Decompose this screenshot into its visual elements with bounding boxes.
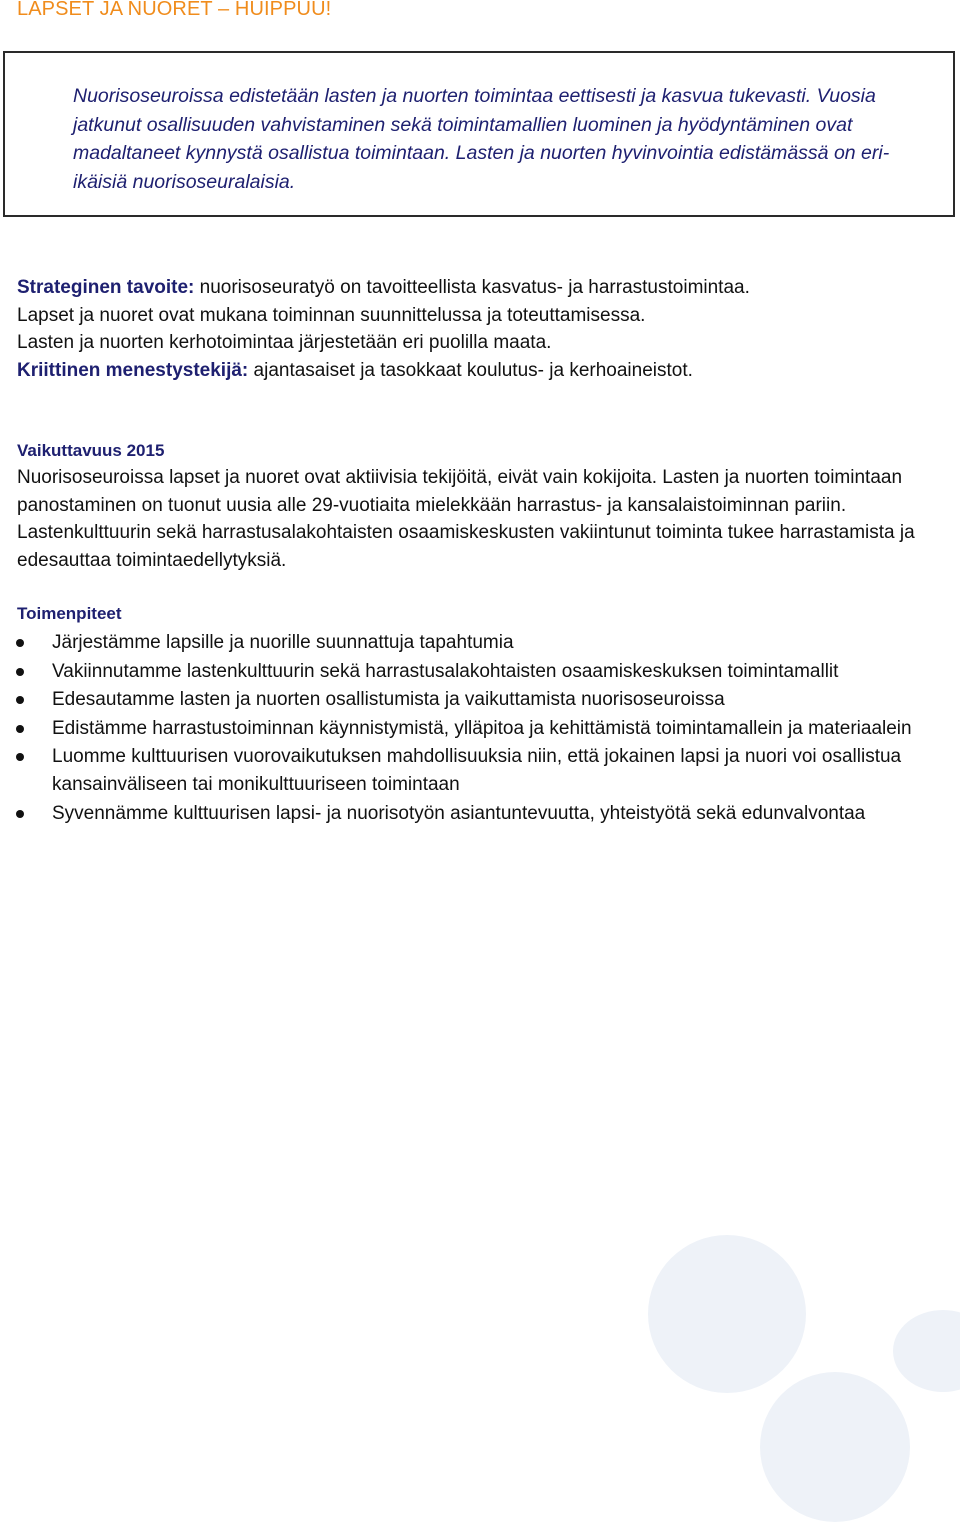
list-item-text: Edistämme harrastustoiminnan käynnistymistä, ylläpitoa ja kehittämistä toimintamallein ja materiaalein [52,717,912,739]
list-item [17,743,922,799]
strategic-goal-text: nuorisoseuratyö on tavoitteellista kasvatus- ja harrastustoimintaa. [194,277,750,298]
list-item-text: Edesautamme lasten ja nuorten osallistumista ja vaikuttamista nuorisoseuroissa [52,689,725,710]
bullet-icon [16,639,24,647]
strategic-goal-label: Strateginen tavoite: [17,277,195,298]
impact-section [17,437,922,574]
measures-section [17,600,922,828]
list-item-text: Vakiinnutamme lastenkulttuurin sekä harrastusalakohtaisten osaamiskeskuksen toimintamallit [52,660,839,682]
impact-heading: Vaikuttavuus 2015 [17,441,165,460]
list-item [17,629,922,657]
intro-box [3,51,955,217]
decorative-circle [760,1372,910,1522]
critical-factor-text: ajantasaiset ja tasokkaat koulutus- ja kerhoaineistot. [248,359,693,381]
strategy-line-3: Lasten ja nuorten kerhotoimintaa järjestetään eri puolilla maata. [17,332,552,353]
decorative-circle [893,1310,960,1392]
intro-text: Nuorisoseuroissa edistetään lasten ja nuorten toimintaa eettisesti ja kasvua tukevasti. Vuosia jatkunut osallisuuden vahvistaminen sekä toimintamallien luominen ja hyödyntäminen ovat madaltaneet kynnystä osallistua toimintaan. Lasten ja nuorten hyvinvointia edistämässä on eri-ikäisiä nuorisoseuralaisia. [73,85,890,193]
list-item-text: Syvennämme kulttuurisen lapsi- ja nuorisotyön asiantuntevuutta, yhteistyötä sekä edunvalvontaa [52,802,866,824]
critical-factor-line [17,357,937,385]
document-title: LAPSET JA NUORET – HUIPPUU! [17,0,332,20]
list-item-text: Luomme kulttuurisen vuorovaikutuksen mahdollisuuksia niin, että jokainen lapsi ja nuori voi osallistua kansainväliseen tai monikulttuuriseen toimintaan [52,746,902,795]
bullet-icon [16,725,24,733]
bullet-icon [16,753,24,761]
measures-list [17,629,922,828]
strategic-goal-line [17,274,937,302]
list-item [17,715,922,743]
measures-heading: Toimenpiteet [17,604,122,623]
critical-factor-label: Kriittinen menestystekijä: [17,359,249,381]
decorative-circle [648,1235,806,1393]
bullet-icon [16,696,24,704]
strategy-section [17,274,937,384]
list-item [17,686,922,714]
bullet-icon [16,810,24,818]
list-item-text: Järjestämme lapsille ja nuorille suunnattuja tapahtumia [52,632,514,653]
bullet-icon [16,668,24,676]
impact-text: Nuorisoseuroissa lapset ja nuoret ovat aktiivisia tekijöitä, eivät vain kokijoita. Lasten ja nuorten toimintaan panostaminen on tuonut uusia alle 29-vuotiaita mielekkään harrastus- ja kansalaistoiminnan pariin. Lastenkulttuurin sekä harrastusalakohtaisten osaamiskeskusten vakiintunut toiminta tukee harrastamista ja edesauttaa toimintaedellytyksiä. [17,467,915,571]
strategy-line-2: Lapset ja nuoret ovat mukana toiminnan suunnittelussa ja toteuttamisessa. [17,304,646,326]
list-item [17,658,922,686]
list-item [17,800,922,828]
